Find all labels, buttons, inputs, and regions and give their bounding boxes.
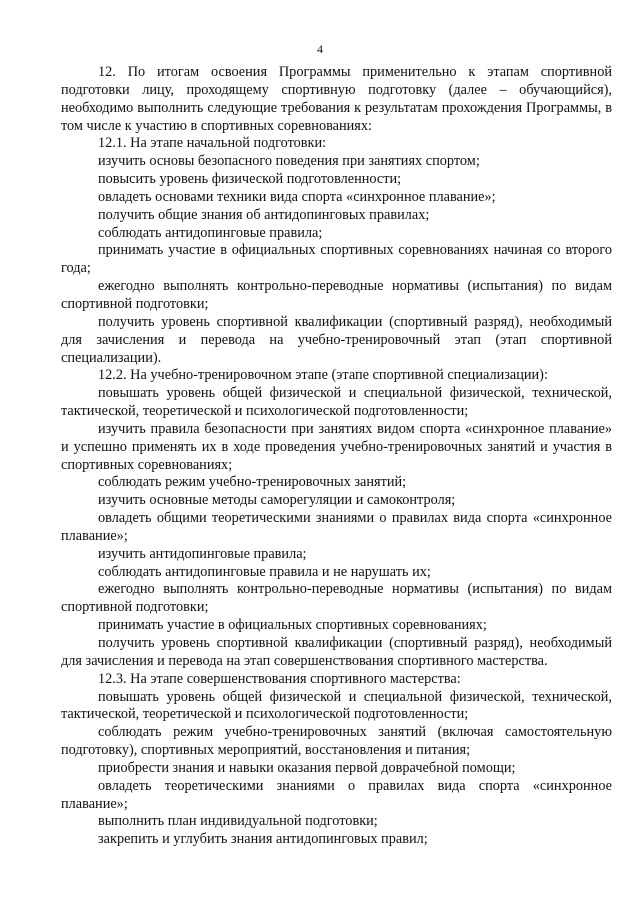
list-item: соблюдать антидопинговые правила; [98,224,323,241]
paragraph-12: 12. По итогам освоения Программы применительно к этапам спортивной подготовки лицу, проходящему спортивную подготовку (далее – обучающийся), необходимо выполнить следующие требования к результатам прохождения Программы, в том числе к участию в спортивных соревнованиях: [61,64,612,134]
list-item: ежегодно выполнять контрольно-переводные нормативы (испытания) по видам спортивной подготовки; [61,581,612,616]
list-item: соблюдать режим учебно-тренировочных занятий (включая самостоятельную подготовку), спортивных мероприятий, восстановления и питания; [61,724,612,759]
list-item: получить общие знания об антидопинговых правилах; [98,206,430,223]
section-12-1-heading: 12.1. На этапе начальной подготовки: [98,135,327,152]
list-item: повышать уровень общей физической и специальной физической, технической, тактической, теоретической и психологической подготовленности; [61,688,612,723]
list-item: получить уровень спортивной квалификации (спортивный разряд), необходимый для зачисления и перевода на этап совершенствования спортивного мастерства. [61,635,612,669]
list-item: получить уровень спортивной квалификации (спортивный разряд), необходимый для зачисления и перевода на учебно-тренировочный этап (этап спортивной специализации). [61,313,612,366]
list-item: принимать участие в официальных спортивных соревнованиях начиная со второго года; [61,242,612,277]
list-item: овладеть теоретическими знаниями о правилах вида спорта «синхронное плавание»; [61,777,612,812]
list-item: изучить основные методы саморегуляции и самоконтроля; [98,492,456,509]
list-item: соблюдать режим учебно-тренировочных занятий; [98,474,407,491]
page-number: 4 [317,42,323,56]
list-item: повысить уровень физической подготовленности; [98,171,402,188]
list-item: изучить основы безопасного поведения при занятиях спортом; [98,153,480,170]
document-body [61,64,612,849]
list-item: соблюдать антидопинговые правила и не нарушать их; [98,563,431,580]
list-item: ежегодно выполнять контрольно-переводные нормативы (испытания) по видам спортивной подготовки; [61,278,612,312]
section-12-3-heading: 12.3. На этапе совершенствования спортивного мастерства: [98,670,461,687]
list-item: повышать уровень общей физической и специальной физической, технической, тактической, теоретической и психологической подготовленности; [61,385,612,420]
list-item: изучить антидопинговые правила; [98,545,307,562]
list-item: закрепить и углубить знания антидопинговых правил; [98,831,428,848]
list-item: приобрести знания и навыки оказания первой доврачебной помощи; [98,759,516,776]
list-item: выполнить план индивидуальной подготовки; [98,813,378,830]
section-12-2-heading: 12.2. На учебно-тренировочном этапе (этапе спортивной специализации): [98,367,548,384]
list-item: овладеть общими теоретическими знаниями о правилах вида спорта «синхронное плавание»; [61,510,612,544]
list-item: овладеть основами техники вида спорта «синхронное плавание»; [98,188,496,205]
list-item: принимать участие в официальных спортивных соревнованиях; [98,617,487,634]
list-item: изучить правила безопасности при занятиях видом спорта «синхронное плавание» и успешно применять их в ходе проведения учебно-тренировочных занятий и участия в спортивных соревнованиях; [61,420,612,473]
